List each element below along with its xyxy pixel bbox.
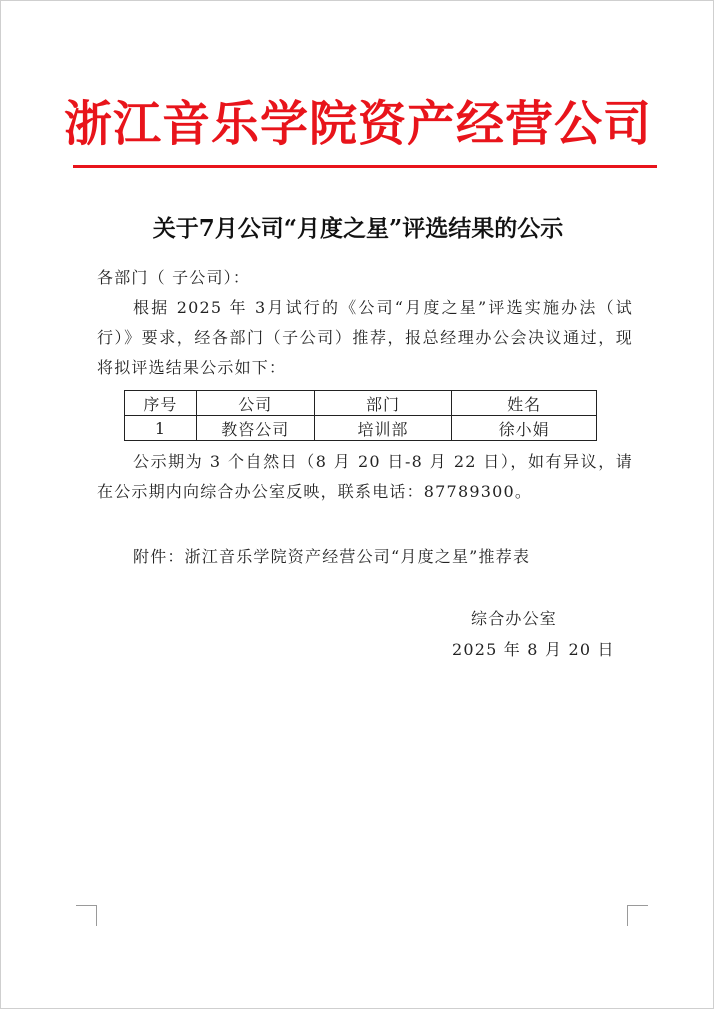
table-cell: 教咨公司 bbox=[196, 416, 314, 441]
attachment-line: 附件：浙江音乐学院资产经营公司“月度之星”推荐表 bbox=[133, 547, 531, 566]
document-title: 关于7月公司“月度之星”评选结果的公示 bbox=[152, 215, 564, 242]
signature-date: 2025 年 8 月 20 日 bbox=[452, 640, 615, 659]
signature-department: 综合办公室 bbox=[471, 609, 558, 628]
table-cell: 1 bbox=[125, 416, 197, 441]
page-corner-mark-right bbox=[627, 905, 648, 926]
table-header-row bbox=[125, 391, 597, 416]
table-cell: 培训部 bbox=[314, 416, 452, 441]
table-header-cell: 姓名 bbox=[452, 391, 597, 416]
body-paragraph-1: 根据 2025 年 3月试行的《公司“月度之星”评选实施办法（试行）》要求，经各部门（子公司）推荐，报总经理办公会决议通过，现将拟评选结果公示如下： bbox=[97, 298, 633, 377]
header-red-rule bbox=[73, 165, 657, 168]
body-paragraph-2: 公示期为 3 个自然日（8 月 20 日-8 月 22 日），如有异议，请在公示期内向综合办公室反映，联系电话：87789300。 bbox=[97, 452, 633, 501]
table-header-cell: 公司 bbox=[196, 391, 314, 416]
table-cell: 徐小娟 bbox=[452, 416, 597, 441]
table-row bbox=[125, 416, 597, 441]
table-header-cell: 部门 bbox=[314, 391, 452, 416]
org-title: 浙江音乐学院资产经营公司 bbox=[63, 96, 652, 152]
result-table bbox=[124, 390, 597, 441]
page-corner-mark-left bbox=[76, 905, 97, 926]
table-header-cell: 序号 bbox=[125, 391, 197, 416]
salutation: 各部门（ 子公司）： bbox=[97, 268, 251, 287]
